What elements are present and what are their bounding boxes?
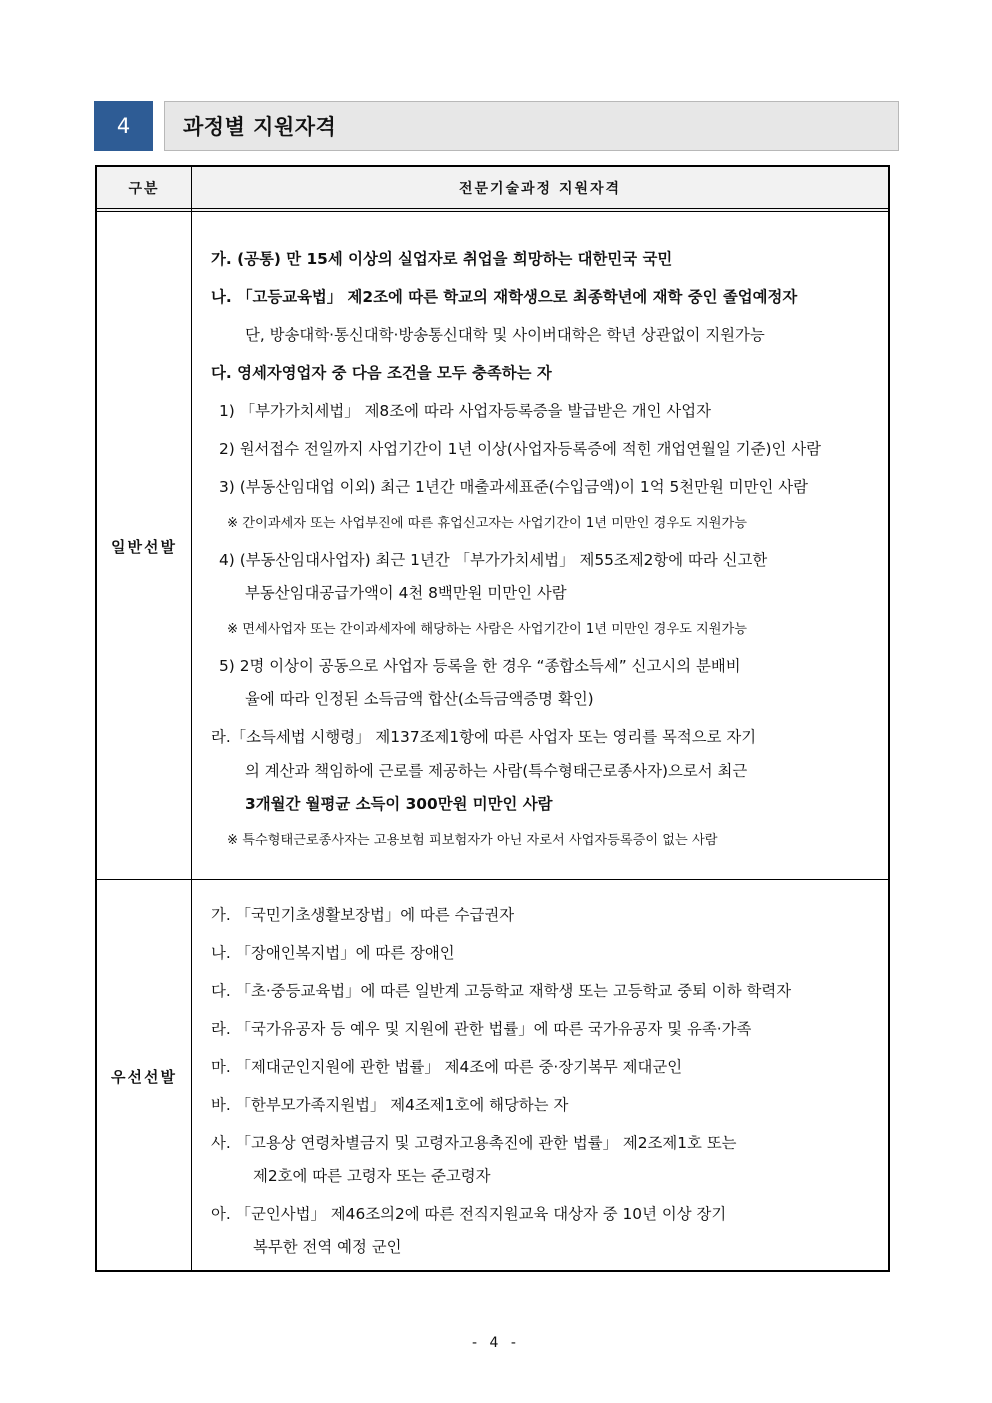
page-number: - 4 - [472, 1335, 520, 1351]
section-number: 4 [94, 101, 153, 151]
general-note-1: ※ 간이과세자 또는 사업부진에 따른 휴업신고자는 사업기간이 1년 미만인 경우도 지원가능 [227, 516, 747, 531]
qualification-table [95, 165, 890, 1272]
general-line-da-1: 1) 「부가가치세법」 제8조에 따라 사업자등록증을 발급받은 개인 사업자 [219, 402, 712, 420]
section-title-bar [164, 101, 899, 151]
general-line-da-2: 2) 원서접수 전일까지 사업기간이 1년 이상(사업자등록증에 적힌 개업연월일 기준)인 사람 [219, 440, 821, 458]
general-line-da-4: 4) (부동산임대사업자) 최근 1년간 「부가가치세법」 제55조제2항에 따라 신고한 [219, 551, 768, 569]
priority-line-aa: 아. 「군인사법」 제46조의2에 따른 전직지원교육 대상자 중 10년 이상 장기 [211, 1205, 727, 1223]
general-line-ra-cont-1: 의 계산과 책임하에 근로를 제공하는 사람(특수형태근로종사자)으로서 최근 [245, 762, 748, 780]
general-line-ga: 가. (공통) 만 15세 이상의 실업자로 취업을 희망하는 대한민국 국민 [211, 250, 673, 268]
general-line-na-note: 단, 방송대학·통신대학·방송통신대학 및 사이버대학은 학년 상관없이 지원가능 [245, 326, 765, 344]
general-line-da-5-cont: 율에 따라 인정된 소득금액 합산(소득금액증명 확인) [245, 690, 594, 708]
priority-line-ma: 마. 「제대군인지원에 관한 법률」 제4조에 따른 중·장기복무 제대군인 [211, 1058, 683, 1076]
general-line-ra-cont-2: 3개월간 월평균 소득이 300만원 미만인 사람 [245, 795, 553, 813]
priority-line-ba: 바. 「한부모가족지원법」 제4조제1호에 해당하는 자 [211, 1096, 569, 1114]
priority-line-sa-cont: 제2호에 따른 고령자 또는 준고령자 [253, 1167, 491, 1185]
general-line-da-5: 5) 2명 이상이 공동으로 사업자 등록을 한 경우 “종합소득세” 신고시의 분배비 [219, 657, 741, 675]
general-line-na: 나. 「고등교육법」 제2조에 따른 학교의 재학생으로 최종학년에 재학 중인 졸업예정자 [211, 288, 798, 306]
general-line-da-3: 3) (부동산임대업 이외) 최근 1년간 매출과세표준(수입금액)이 1억 5천만원 미만인 사람 [219, 478, 808, 496]
priority-line-na: 나. 「장애인복지법」에 따른 장애인 [211, 944, 455, 962]
priority-line-ra: 라. 「국가유공자 등 예우 및 지원에 관한 법률」에 따른 국가유공자 및 유족·가족 [211, 1020, 752, 1038]
section-header [94, 101, 899, 151]
general-line-da-4-cont: 부동산임대공급가액이 4천 8백만원 미만인 사람 [245, 584, 567, 602]
priority-line-aa-cont: 복무한 전역 예정 군인 [253, 1238, 402, 1256]
general-line-ra: 라.「소득세법 시행령」 제137조제1항에 따른 사업자 또는 영리를 목적으로 자기 [211, 728, 757, 746]
section-title: 과정별 지원자격 [183, 115, 337, 139]
general-note-3: ※ 특수형태근로종사자는 고용보험 피보험자가 아닌 자로서 사업자등록증이 없는 사람 [227, 833, 718, 848]
column-divider [191, 167, 192, 1270]
row-divider [97, 879, 888, 880]
priority-line-da: 다. 「초·중등교육법」에 따른 일반계 고등학교 재학생 또는 고등학교 중퇴 이하 학력자 [211, 982, 792, 1000]
header-category: 구분 [128, 180, 160, 197]
category-general: 일반선발 [111, 538, 177, 556]
priority-line-sa: 사. 「고용상 연령차별금지 및 고령자고용촉진에 관한 법률」 제2조제1호 또는 [211, 1134, 737, 1152]
header-content: 전문기술과정 지원자격 [458, 180, 622, 197]
priority-line-ga: 가. 「국민기초생활보장법」에 따른 수급권자 [211, 906, 515, 924]
general-line-da: 다. 영세자영업자 중 다음 조건을 모두 충족하는 자 [211, 364, 552, 382]
category-priority: 우선선발 [111, 1067, 177, 1086]
general-note-2: ※ 면세사업자 또는 간이과세자에 해당하는 사람은 사업기간이 1년 미만인 경우도 지원가능 [227, 622, 747, 637]
